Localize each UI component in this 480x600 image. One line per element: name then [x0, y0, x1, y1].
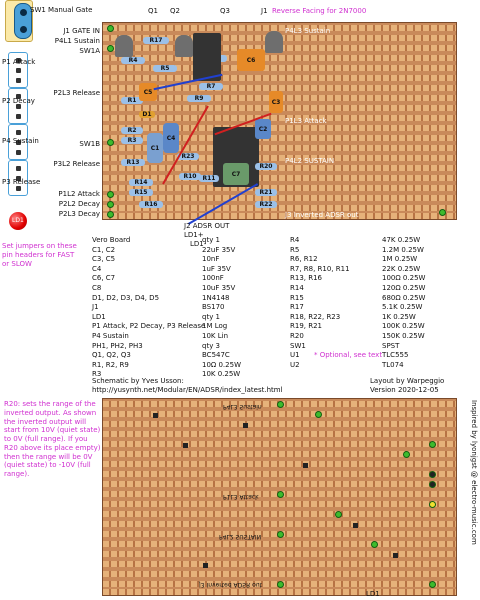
pad-icon — [439, 209, 446, 216]
row-label-sw1b: SW1B — [79, 140, 100, 148]
pad-icon — [429, 501, 436, 508]
capacitor-c6: C6 — [237, 49, 265, 71]
j1-label: J1 — [261, 7, 268, 15]
pad-icon — [429, 481, 436, 488]
bom-row: P1 Attack, P2 Decay, P3 Release 1M Log — [92, 322, 228, 331]
capacitor-c3: C3 — [269, 91, 283, 113]
p1-label: P1 Attack — [2, 58, 36, 66]
reverse-note: Reverse Facing for 2N7000 — [272, 7, 367, 15]
capacitor-c2: C2 — [255, 119, 271, 139]
pad-icon — [107, 191, 114, 198]
j2-label: J2 ADSR OUT — [184, 222, 230, 230]
transistor-j1-icon — [265, 31, 283, 53]
resistor-r4: R4 — [121, 57, 145, 64]
sw1-label: SW1 Manual Gate — [30, 6, 93, 14]
bom-row: U1 TLC555 — [290, 351, 409, 360]
bom-row: R1, R2, R9 10Ω 0.25W — [92, 360, 241, 369]
bom-row: Vero Board qty 1 — [92, 236, 221, 244]
board-label-p4l2: P4L2 SUSTAIN — [285, 157, 335, 165]
bom-row: R7, R8, R10, R11 22K 0.25W — [290, 264, 421, 273]
mirror-label-j3: J3 Inverted ADSR out — [199, 581, 262, 588]
track-cut-icon — [393, 553, 398, 558]
bom-row: D1, D2, D3, D4, D5 1N4148 — [92, 293, 230, 302]
track-cut-icon — [153, 413, 158, 418]
bom-row: C1, C2 22uF 35V — [92, 245, 236, 254]
resistor-r7: R7 — [199, 83, 223, 90]
pad-icon — [277, 491, 284, 498]
row-label-p1l2: P1L2 Attack — [58, 190, 100, 198]
pad-icon — [403, 451, 410, 458]
bom-row: R17 5.1K 0.25W — [290, 303, 423, 312]
resistor-r23: R23 — [177, 153, 199, 160]
q2-label: Q2 — [170, 7, 180, 15]
bom-row: R18, R22, R23 1K 0.25W — [290, 312, 416, 321]
p2-label: P2 Decay — [2, 97, 35, 105]
bom-row: U2 TL074 — [290, 360, 404, 369]
pad-icon — [371, 541, 378, 548]
transistor-q2-icon — [175, 35, 193, 57]
q1-label: Q1 — [148, 7, 158, 15]
optional-note: * Optional, see text — [314, 351, 383, 359]
row-label-p2l3-release: P2L3 Release — [53, 89, 100, 97]
pad-icon — [277, 531, 284, 538]
track-cut-icon — [243, 423, 248, 428]
resistor-r10: R10 — [179, 173, 201, 180]
board-label-j3: J3 Inverted ADSR out — [285, 211, 359, 219]
pad-icon — [429, 441, 436, 448]
resistor-r2: R2 — [121, 127, 143, 134]
row-label-p3l2: P3L2 Release — [53, 160, 100, 168]
stripboard-bottom — [102, 398, 457, 596]
capacitor-c1: C1 — [147, 133, 163, 163]
row-label-p2l2: P2L2 Decay — [58, 200, 100, 208]
pad-icon — [335, 511, 342, 518]
diode-d1: D1 — [139, 111, 155, 118]
bom-row: LD1 qty 1 — [92, 312, 221, 321]
inspired-credit: Inspired by lyonjgst @ electro-music.com — [470, 400, 478, 545]
p3-label: P3 Release — [2, 178, 41, 186]
track-cut-icon — [303, 463, 308, 468]
bom-row: Q1, Q2, Q3 BC547C — [92, 351, 230, 360]
bom-row: P4 Sustain 10K Lin — [92, 331, 229, 340]
pad-icon — [429, 471, 436, 478]
pad-icon — [429, 581, 436, 588]
pad-icon — [107, 211, 114, 218]
bom-row: R15 680Ω 0.25W — [290, 293, 426, 302]
pad-icon — [277, 401, 284, 408]
bom-left — [92, 236, 270, 380]
pad-icon — [107, 139, 114, 146]
resistor-r1: R1 — [121, 97, 143, 104]
layout-credit: Layout by Warpeggio — [370, 377, 445, 385]
bom-row: R13, R16 100Ω 0.25W — [290, 274, 426, 283]
bom-row: R14 120Ω 0.25W — [290, 283, 426, 292]
bom-row: R19, R21 100K 0.25W — [290, 322, 425, 331]
url-link[interactable]: http://yusynth.net/Modular/EN/ADSR/index_latest.html — [92, 386, 283, 394]
ld1p-label: LD1+ — [184, 231, 204, 239]
bom-row: C4 1uF 35V — [92, 264, 231, 273]
resistor-r21: R21 — [255, 189, 277, 196]
bom-row: C6, C7 100nF — [92, 274, 224, 283]
bottom-ld1-label: LD1 — [366, 590, 380, 598]
capacitor-c4: C4 — [163, 123, 179, 153]
resistor-r11: R11 — [199, 175, 219, 182]
resistor-r13: R13 — [121, 159, 145, 166]
row-label-p2l3-decay: P2L3 Decay — [58, 210, 100, 218]
bom-row: R3 10K 0.25W — [92, 370, 241, 379]
mirror-label-p4l3: P4L3 Sustain — [223, 403, 262, 410]
jumper-note: Set jumpers on these pin headers for FAST or SLOW — [2, 242, 77, 268]
pad-icon — [107, 25, 114, 32]
bom-row: R20 150K 0.25W — [290, 331, 425, 340]
capacitor-c5: C5 — [139, 83, 157, 101]
capacitor-c7: C7 — [223, 163, 249, 185]
bom-row: R4 47K 0.25W — [290, 236, 421, 244]
track-cut-icon — [353, 523, 358, 528]
sw1-jack-tab — [5, 0, 33, 42]
bom-row: C8 10uF 35V — [92, 283, 236, 292]
resistor-r3: R3 — [121, 137, 143, 144]
resistor-r14: R14 — [129, 179, 153, 186]
bom-row: R6, R12 1M 0.25W — [290, 255, 418, 264]
resistor-r15: R15 — [129, 189, 153, 196]
row-label-p4l1: P4L1 Sustain — [54, 37, 100, 45]
track-cut-icon — [183, 443, 188, 448]
resistor-r5: R5 — [153, 65, 177, 72]
p2-pin-header-icon[interactable] — [8, 88, 28, 124]
r20-note: R20: sets the range of the inverted output. As shown the inverted output will start from 10V (quiet state) to 0V (full range). If you R20 above its place empty) then the range will be 0V (quiet state) to -10V (full range). — [4, 400, 101, 478]
led-label: LD1 — [12, 217, 24, 224]
transistor-q1-icon — [115, 35, 133, 57]
mirror-label-p1l3: P1L3 Attack — [223, 493, 259, 500]
q3-label: Q3 — [220, 7, 230, 15]
resistor-r20: R20 — [255, 163, 277, 170]
board-label-p1l3: P1L3 Attack — [285, 117, 327, 125]
stripboard-top — [102, 22, 457, 220]
bom-row: R5 1.2M 0.25W — [290, 245, 424, 254]
pad-icon — [107, 201, 114, 208]
resistor-r17: R17 — [143, 37, 169, 44]
board-label-p4l3: P4L3 Sustain — [285, 27, 331, 35]
track-cut-icon — [203, 563, 208, 568]
pad-icon — [107, 45, 114, 52]
resistor-r9: R9 — [187, 95, 211, 102]
row-label-sw1a: SW1A — [79, 47, 100, 55]
row-label-j1-gate-in: J1 GATE IN — [63, 27, 100, 35]
bom-row: SW1 SPST — [290, 341, 400, 350]
resistor-r22: R22 — [255, 201, 277, 208]
bom-row: PH1, PH2, PH3 qty 3 — [92, 341, 221, 350]
version-label: Version 2020-12-05 — [370, 386, 439, 394]
ld1m-label: LD1- — [190, 240, 207, 248]
pad-icon — [277, 581, 284, 588]
bom-row: C3, C5 10nF — [92, 255, 220, 264]
front-panel — [0, 0, 40, 232]
bom-row: J1 BS170 — [92, 303, 225, 312]
p4-label: P4 Sustain — [2, 137, 39, 145]
mirror-label-p4l2: P4L2 SUSTAIN — [219, 533, 262, 540]
schematic-credit: Schematic by Yves Usson: — [92, 377, 184, 385]
pad-icon — [315, 411, 322, 418]
resistor-r16: R16 — [139, 201, 163, 208]
